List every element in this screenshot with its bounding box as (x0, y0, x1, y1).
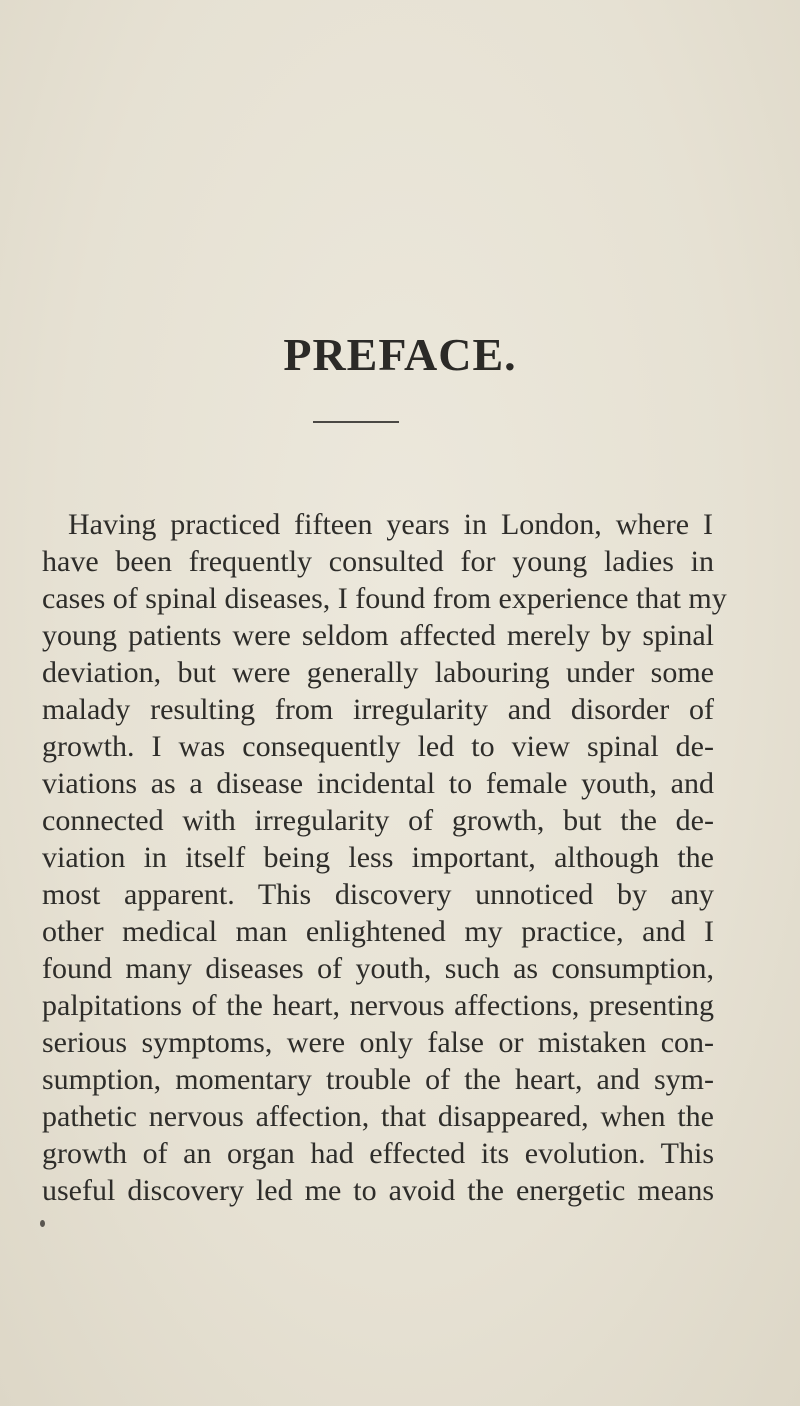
text-line: pathetic nervous affection, that disappeared, when the (42, 1100, 714, 1133)
text-line: viation in itself being less important, although the (42, 841, 714, 874)
text-line: other medical man enlightened my practice, and I (42, 915, 714, 948)
page-title: PREFACE. (283, 329, 517, 380)
text-line: cases of spinal diseases, I found from experience that my (42, 582, 727, 615)
text-line: malady resulting from irregularity and disorder of (42, 693, 714, 726)
text-line: viations as a disease incidental to female youth, and (42, 767, 714, 800)
title-rule (313, 421, 399, 423)
text-line: most apparent. This discovery unnoticed by any (42, 878, 714, 911)
text-line: growth. I was consequently led to view spinal de- (42, 730, 714, 763)
text-line: deviation, but were generally labouring under some (42, 656, 714, 689)
text-line: Having practiced fifteen years in London, where I (68, 508, 713, 541)
text-line: sumption, momentary trouble of the heart, and sym- (42, 1063, 714, 1096)
text-line: young patients were seldom affected merely by spinal (42, 619, 714, 652)
text-line: useful discovery led me to avoid the energetic means (42, 1174, 714, 1207)
text-line: growth of an organ had effected its evolution. This (42, 1137, 714, 1170)
text-line: serious symptoms, were only false or mistaken con- (42, 1026, 714, 1059)
text-line: have been frequently consulted for young ladies in (42, 545, 714, 578)
text-line: palpitations of the heart, nervous affections, presenting (42, 989, 714, 1022)
ink-speck (40, 1220, 45, 1227)
text-line: connected with irregularity of growth, but the de- (42, 804, 714, 837)
text-line: found many diseases of youth, such as consumption, (42, 952, 714, 985)
